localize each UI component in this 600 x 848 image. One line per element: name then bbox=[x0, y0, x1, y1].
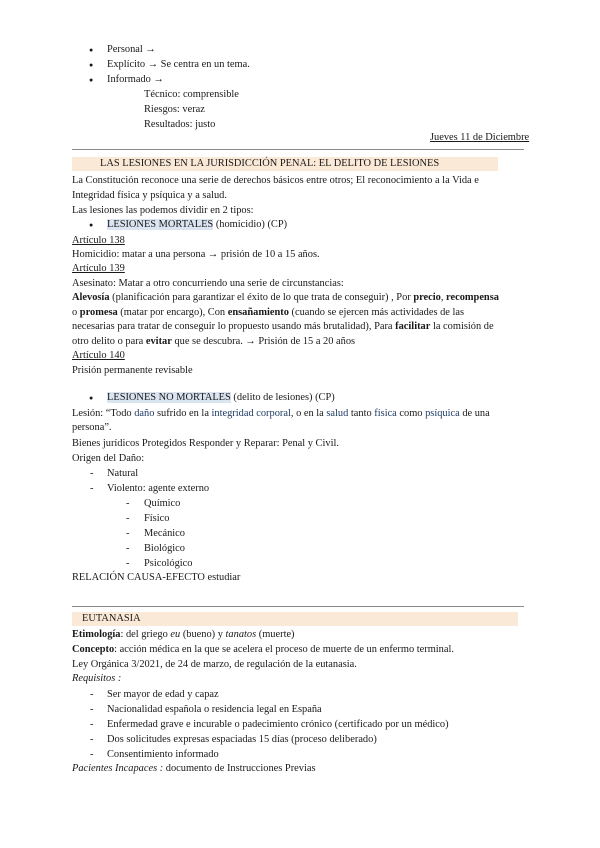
lesion-text-3: , o en la bbox=[290, 408, 327, 419]
list-item-no-mortales bbox=[107, 391, 335, 405]
relacion-text: RELACIÓN CAUSA-EFECTO estudiar bbox=[72, 572, 241, 583]
lesion-dano: daño bbox=[134, 408, 155, 419]
requisitos-label: Requisitos : bbox=[72, 673, 122, 684]
requisitos-heading bbox=[72, 672, 121, 686]
promesa-bold: promesa bbox=[79, 307, 118, 318]
precio-bold: precio bbox=[413, 292, 441, 303]
no-mortales-rest: (delito de lesiones) (CP) bbox=[230, 392, 335, 403]
dash-requisito: - bbox=[90, 749, 94, 760]
dash-requisito: - bbox=[90, 689, 94, 700]
concepto-bold: Concepto bbox=[72, 644, 115, 655]
dash-agente: - bbox=[126, 558, 130, 569]
lesion-text-2: sufrido en la bbox=[154, 408, 212, 419]
divider bbox=[72, 149, 524, 150]
lesion-salud: salud bbox=[326, 408, 349, 419]
etimologia-text-3: (muerte) bbox=[256, 629, 295, 640]
lesion-definition bbox=[72, 407, 490, 421]
lesion-psiquica: psíquica bbox=[425, 408, 460, 419]
alevosia-bold: Alevosía bbox=[72, 292, 110, 303]
requisito-item: Dos solicitudes expresas espaciadas 15 días (proceso deliberado) bbox=[107, 734, 377, 745]
dash-agente: - bbox=[126, 528, 130, 539]
etimologia-text-2: (bueno) y bbox=[180, 629, 226, 640]
homicidio-text: Homicidio: matar a una persona → prisión de 10 a 15 años. bbox=[72, 249, 320, 260]
origen-natural: Natural bbox=[107, 468, 139, 479]
requisito-item: Nacionalidad española o residencia legal en España bbox=[107, 704, 322, 715]
etimologia-text-1: : del griego bbox=[120, 629, 171, 640]
evitar-bold: evitar bbox=[145, 336, 172, 347]
promesa-text: (matar por encargo), Con bbox=[117, 307, 228, 318]
lesion-text-4: tanto bbox=[348, 408, 375, 419]
necesarias-line bbox=[72, 320, 494, 334]
agente-item: Físico bbox=[144, 513, 170, 524]
eutanasia-title: EUTANASIA bbox=[82, 613, 141, 624]
lesion-text-1: Lesión: “Todo bbox=[72, 408, 135, 419]
comma-text: , bbox=[440, 292, 447, 303]
lesion-integridad: integridad corporal bbox=[211, 408, 291, 419]
article-140: Artículo 140 bbox=[72, 350, 125, 361]
recompensa-bold: recompensa bbox=[446, 292, 499, 303]
article-139: Artículo 139 bbox=[72, 263, 125, 274]
mortales-highlight: LESIONES MORTALES bbox=[107, 219, 214, 230]
lesion-definition-end: persona”. bbox=[72, 422, 112, 433]
agente-item: Psicológico bbox=[144, 558, 193, 569]
agente-item: Mecánico bbox=[144, 528, 185, 539]
otro-delito-line bbox=[72, 335, 355, 349]
no-mortales-highlight: LESIONES NO MORTALES bbox=[107, 392, 231, 403]
divider bbox=[72, 606, 524, 607]
ley-text: Ley Orgánica 3/2021, de 24 de marzo, de regulación de la eutanasia. bbox=[72, 659, 357, 670]
informado-resultados: Resultados: justo bbox=[144, 119, 216, 130]
requisito-item: Ser mayor de edad y capaz bbox=[107, 689, 219, 700]
ensanamiento-bold: ensañamiento bbox=[227, 307, 289, 318]
dash-agente: - bbox=[126, 543, 130, 554]
informado-tecnico: Técnico: comprensible bbox=[144, 89, 239, 100]
alevosia-line bbox=[72, 291, 499, 305]
list-item-explicito: ● Explícito → Se centra en un tema. bbox=[107, 58, 250, 72]
bienes-text: Bienes jurídicos Protegidos Responder y Reparar: Penal y Civil. bbox=[72, 438, 339, 449]
article-138: Artículo 138 bbox=[72, 235, 125, 246]
origen-text: Origen del Daño: bbox=[72, 453, 145, 464]
intro-line-1: La Constitución reconoce una serie de derechos básicos entre otros; El reconocimiento a la Vida e bbox=[72, 175, 479, 186]
dash-violento: - bbox=[90, 483, 94, 494]
alevosia-text: (planificación para garantizar el éxito de lo que trata de conseguir) , Por bbox=[109, 292, 414, 303]
pacientes-text: documento de Instrucciones Previas bbox=[163, 763, 316, 774]
list-item-personal: ● Personal → bbox=[107, 43, 156, 57]
list-item-mortales bbox=[107, 218, 287, 232]
dash-requisito: - bbox=[90, 704, 94, 715]
etimologia-eu: eu bbox=[170, 629, 181, 640]
facilitar-text: la comisión de bbox=[430, 321, 494, 332]
concepto-text: : acción médica en la que se acelera el proceso de muerte de un enfermo terminal. bbox=[114, 644, 454, 655]
etimologia-bold: Etimología bbox=[72, 629, 121, 640]
pacientes-italic: Pacientes Incapaces : bbox=[72, 763, 164, 774]
etimologia-tanatos: tanatos bbox=[225, 629, 257, 640]
prision-text: Prisión permanente revisable bbox=[72, 365, 193, 376]
dash-agente: - bbox=[126, 513, 130, 524]
section-title: LAS LESIONES EN LA JURISDICCIÓN PENAL: EL DELITO DE LESIONES bbox=[100, 158, 440, 169]
dash-requisito: - bbox=[90, 719, 94, 730]
section-title-bar bbox=[72, 157, 498, 171]
informado-riesgos: Riesgos: veraz bbox=[144, 104, 205, 115]
facilitar-bold: facilitar bbox=[395, 321, 431, 332]
ensanamiento-text: (cuando se ejercen más actividades de las bbox=[288, 307, 465, 318]
o-text: o bbox=[72, 307, 80, 318]
lesion-fisica: física bbox=[374, 408, 397, 419]
dash-agente: - bbox=[126, 498, 130, 509]
agente-item: Químico bbox=[144, 498, 181, 509]
asesinato-text: Asesinato: Matar a otro concurriendo una serie de circunstancias: bbox=[72, 278, 344, 289]
lesion-text-6: de una bbox=[459, 408, 490, 419]
necesarias-text: necesarias para tratar de conseguir lo propuesto usando más brutalidad), Para bbox=[72, 321, 396, 332]
evitar-text: que se descubra. → Prisión de 15 a 20 años bbox=[171, 336, 356, 347]
promesa-line bbox=[72, 306, 464, 320]
eutanasia-title-bar bbox=[72, 612, 518, 626]
mortales-rest: (homicidio) (CP) bbox=[213, 219, 288, 230]
otro-delito-text: otro delito o para bbox=[72, 336, 146, 347]
requisito-item: Enfermedad grave e incurable o padecimiento crónico (certificado por un médico) bbox=[107, 719, 449, 730]
lesion-text-5: como bbox=[396, 408, 426, 419]
intro-line-3: Las lesiones las podemos dividir en 2 tipos: bbox=[72, 205, 254, 216]
agente-item: Biológico bbox=[144, 543, 185, 554]
dash-natural: - bbox=[90, 468, 94, 479]
dash-requisito: - bbox=[90, 734, 94, 745]
etimologia-line bbox=[72, 628, 295, 642]
origen-violento: Violento: agente externo bbox=[107, 483, 210, 494]
intro-line-2: Integridad física y psíquica y a salud. bbox=[72, 190, 227, 201]
pacientes-line bbox=[72, 762, 316, 776]
list-item-informado: ● Informado → bbox=[107, 73, 164, 87]
date-heading: Jueves 11 de Diciembre bbox=[430, 132, 530, 143]
requisito-item: Consentimiento informado bbox=[107, 749, 219, 760]
concepto-line bbox=[72, 643, 454, 657]
